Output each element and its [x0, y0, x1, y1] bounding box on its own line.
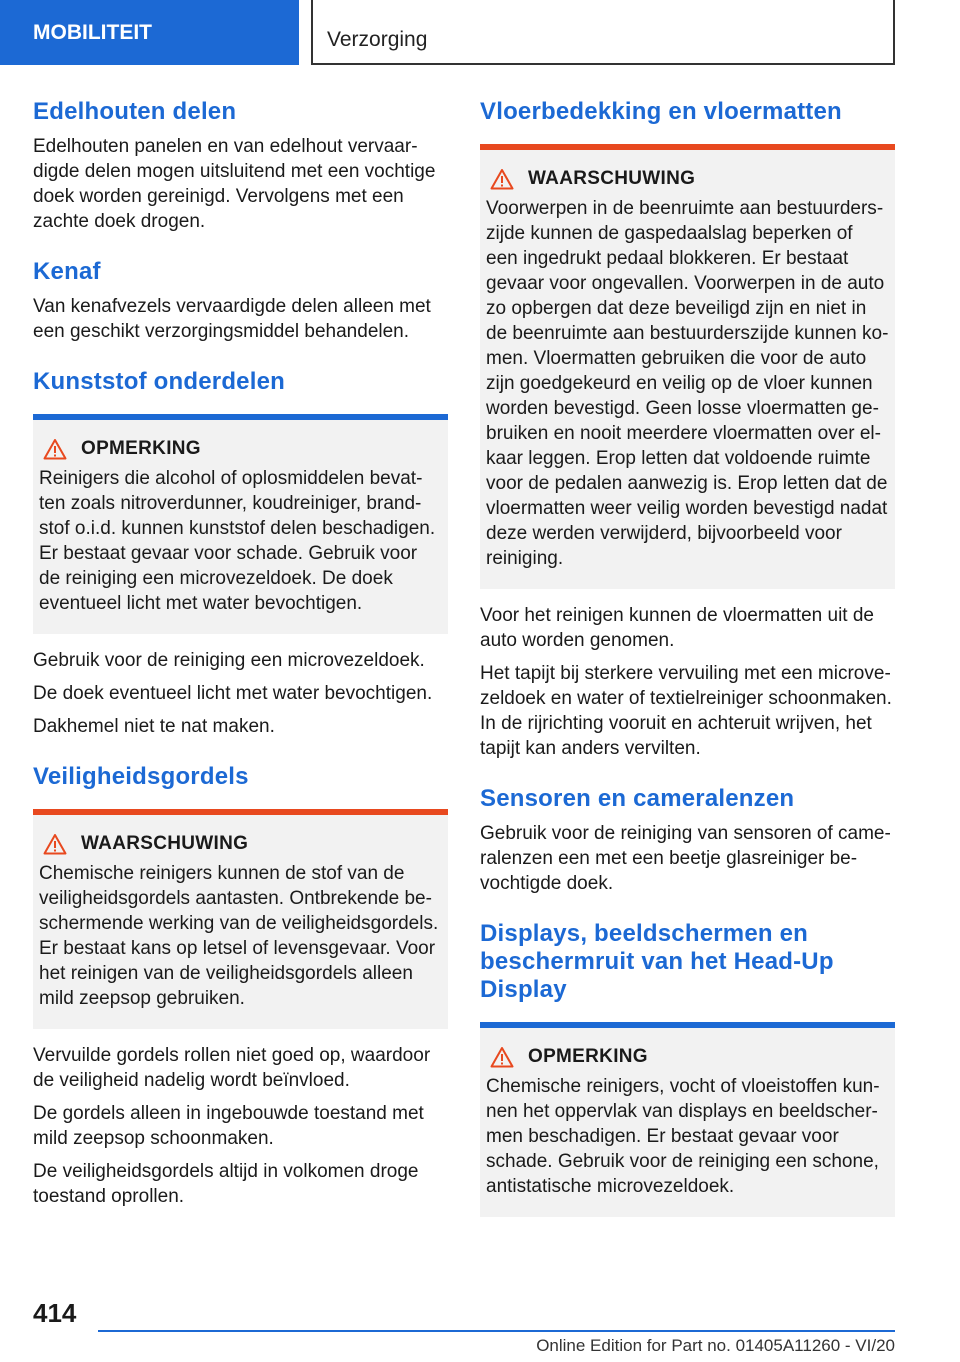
- chapter-tab: MOBILITEIT: [0, 0, 299, 65]
- page-section-title: Verzorging: [311, 0, 895, 65]
- note-text: Voorwerpen in de beenruimte aan bestuurderszijde kunnen de gaspedaalslag beperken of een ingedrukt pedaal blokkeren. Er bestaat gevaar voor ongevallen. Voorwerpen in de auto zo opbergen dat deze beveiligd zijn en niet in de beenruimte aan bestuurderszijde kunnen komen. Vloermatten gebruiken die voor de auto zijn goedgekeurd en veilig op de vloer kunnen worden bevestigd. Geen losse vloermatten gebruiken en nooit meerdere vloermatten over elkaar leggen. Erop letten dat voldoende ruimte voor de pedalen aanwezig is. Erop letten dat de vloermatten weer veilig worden bevestigd nadat deze werden verwijderd, bijvoorbeeld voor reiniging.: [486, 198, 889, 569]
- right-column: [480, 98, 895, 1231]
- heading-displays: Displays, beeldschermen en beschermruit van het Head-Up Display: [480, 920, 834, 1003]
- text-gordels-3: De veiligheidsgordels altijd in volkomen droge toestand oprollen.: [33, 1161, 419, 1207]
- text-kunststof-2: De doek eventueel licht met water bevochtigen.: [33, 683, 433, 704]
- note-title: OPMERKING: [81, 438, 201, 459]
- note-title: WAARSCHUWING: [528, 168, 696, 189]
- text-vloer-1: Voor het reinigen kunnen de vloermatten uit de auto worden genomen.: [480, 605, 874, 651]
- note-text: Chemische reinigers, vocht of vloeistoffen kunnen het oppervlak van displays en beeldschermen beschadigen. Er bestaat gevaar voor schade. Gebruik voor de reiniging een schone, antistatische microvezeldoek.: [486, 1076, 880, 1197]
- text-edelhout: Edelhouten panelen en van edelhout vervaardigde delen mogen uitsluitend met een vochtige doek worden gereinigd. Vervolgens met een zachte doek drogen.: [33, 136, 436, 232]
- text-gordels-1: Vervuilde gordels rollen niet goed op, waardoor de veiligheid nadelig wordt beïnvloed.: [33, 1045, 431, 1091]
- text-kenaf: Van kenafvezels vervaardigde delen alleen met een geschikt verzorgingsmiddel behandelen.: [33, 296, 431, 342]
- left-column: [33, 98, 448, 1217]
- note-title: OPMERKING: [528, 1046, 648, 1067]
- note-text: Reinigers die alcohol of oplosmiddelen bevatten zoals nitroverdunner, koudreiniger, brandstof o.i.d. kunnen kunststof delen beschadigen. Er bestaat gevaar voor schade. Gebruik voor de reiniging een microvezeldoek. De doek eventueel licht met water bevochtigen.: [39, 468, 436, 614]
- heading-kenaf: Kenaf: [33, 258, 101, 285]
- warning-gordels: [33, 809, 448, 1029]
- footer-divider: [98, 1330, 895, 1332]
- text-kunststof-1: Gebruik voor de reiniging een microvezeldoek.: [33, 650, 425, 671]
- page-number: 414: [33, 1298, 77, 1328]
- heading-edelhout: Edelhouten delen: [33, 98, 237, 125]
- text-gordels-2: De gordels alleen in ingebouwde toestand met mild zeepsop schoonmaken.: [33, 1103, 424, 1149]
- heading-gordels: Veiligheidsgordels: [33, 763, 249, 790]
- warning-triangle-icon: [43, 438, 67, 460]
- text-sensoren: Gebruik voor de reiniging van sensoren of cameralenzen een met een beetje glasreiniger bevochtigde doek.: [480, 823, 891, 894]
- heading-kunststof: Kunststof onderdelen: [33, 368, 286, 395]
- text-kunststof-3: Dakhemel niet te nat maken.: [33, 716, 275, 737]
- note-text: Chemische reinigers kunnen de stof van de veiligheidsgordels aantasten. Ontbrekende beschermende werking van de veiligheidsgordels. Er bestaat kans op letsel of levensgevaar. Voor het reinigen van de veiligheidsgordels alleen mild zeepsop gebruiken.: [39, 863, 439, 1009]
- note-title: WAARSCHUWING: [81, 833, 249, 854]
- heading-vloer: Vloerbedekking en vloermatten: [480, 98, 842, 125]
- heading-sensoren: Sensoren en cameralenzen: [480, 785, 795, 812]
- warning-triangle-icon: [43, 833, 67, 855]
- note-kunststof: [33, 414, 448, 634]
- warning-vloer: [480, 144, 895, 589]
- text-vloer-2: Het tapijt bij sterkere vervuiling met een microvezeldoek en water of textielreiniger schoonmaken. In de rijrichting vooruit en achteruit wrijven, het tapijt kan anders vervilten.: [480, 663, 892, 759]
- note-displays: [480, 1022, 895, 1217]
- warning-triangle-icon: [490, 1046, 514, 1068]
- footer-edition: Online Edition for Part no. 01405A11260 - VI/20: [536, 1336, 895, 1355]
- warning-triangle-icon: [490, 168, 514, 190]
